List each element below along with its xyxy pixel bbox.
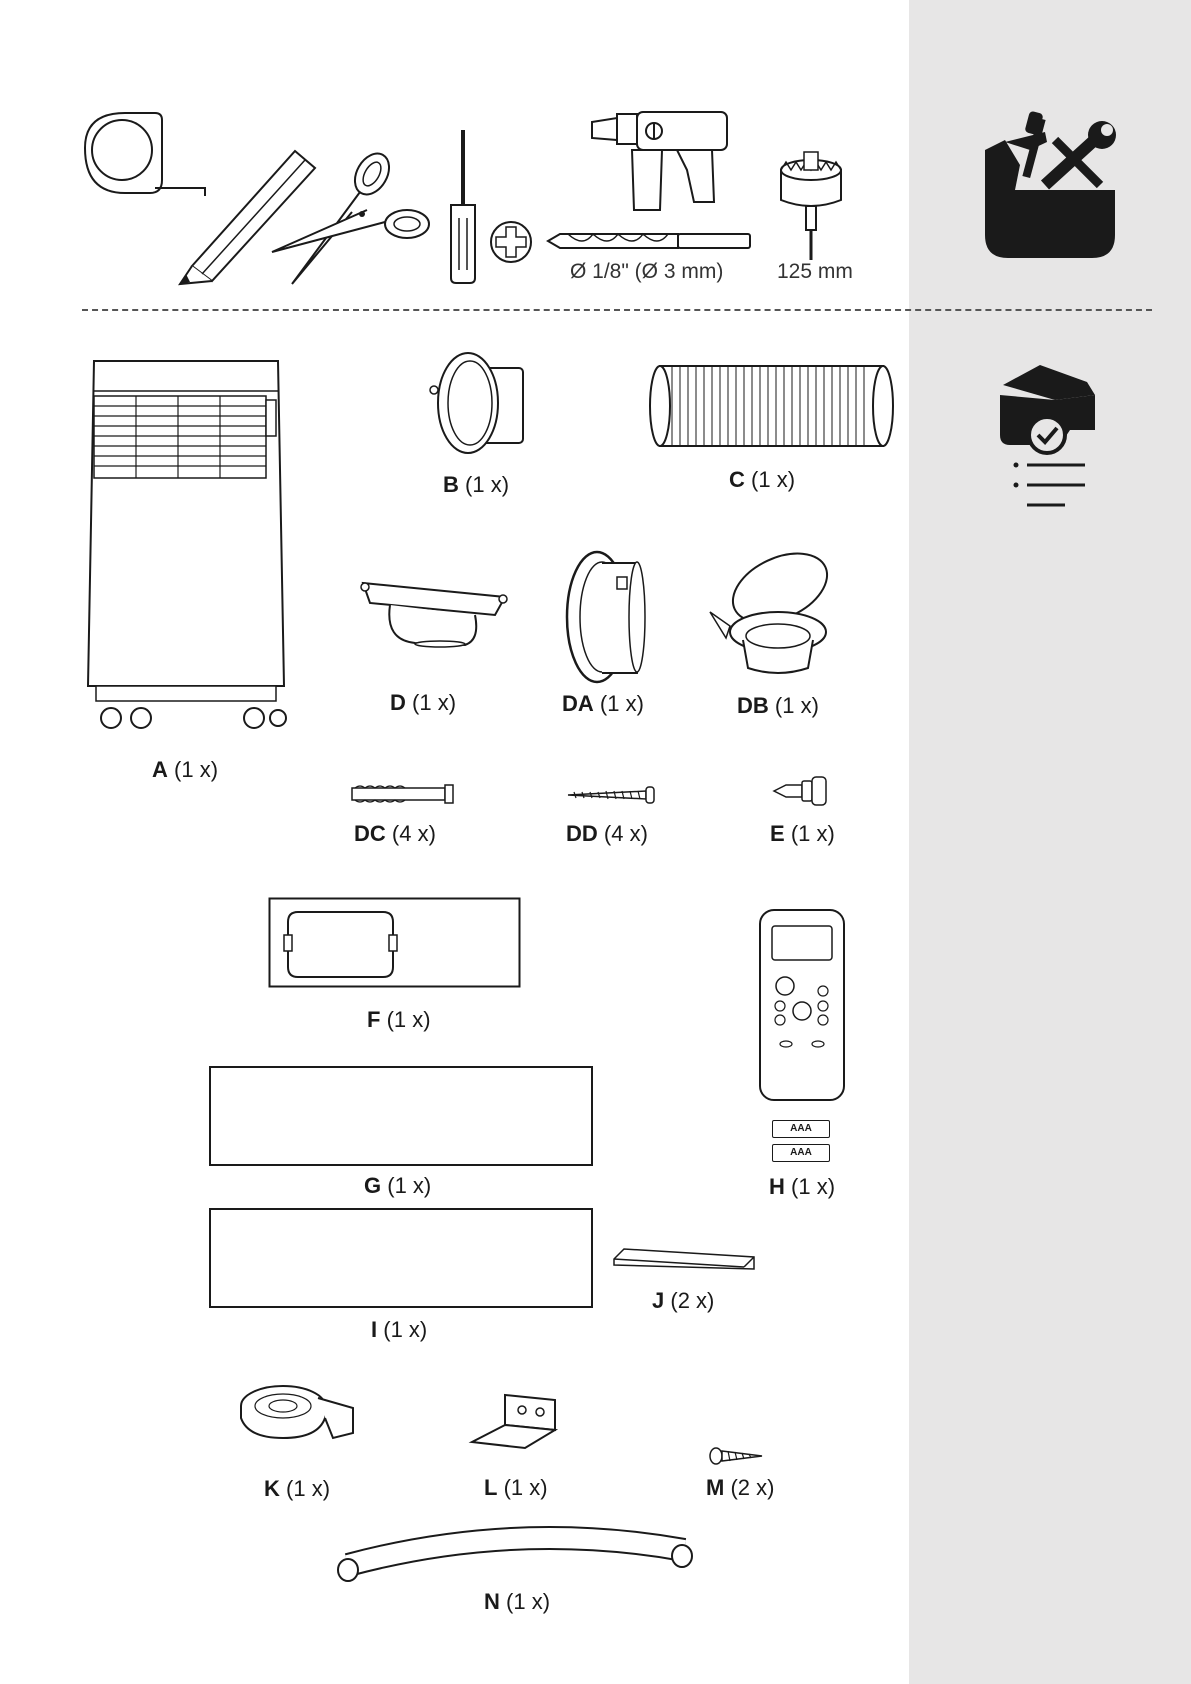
part-label-e: E (1 x) xyxy=(770,821,835,846)
section-divider xyxy=(82,309,1152,311)
battery-1 xyxy=(772,1120,830,1138)
part-db-wall-vent xyxy=(708,540,838,680)
part-i-panel xyxy=(209,1208,593,1308)
part-k-foam-seal xyxy=(238,1378,360,1443)
part-c-exhaust-hose xyxy=(648,360,896,452)
battery-2-label: AAA xyxy=(790,1147,812,1158)
screwdriver-icon xyxy=(446,130,536,285)
part-j-strip xyxy=(612,1245,757,1275)
toolbox-icon xyxy=(975,110,1125,260)
part-dc-wall-plug xyxy=(350,783,456,805)
package-checklist-icon xyxy=(995,360,1115,510)
part-e-drain-plug xyxy=(772,775,832,807)
part-d-nozzle xyxy=(355,575,515,650)
part-label-da: DA (1 x) xyxy=(562,691,644,716)
part-label-d: D (1 x) xyxy=(390,690,457,715)
part-label-h: H (1 x) xyxy=(769,1174,836,1199)
part-label-j: J (2 x) xyxy=(652,1288,715,1313)
part-m-screw xyxy=(708,1446,764,1466)
part-label-c: C (1 x) xyxy=(729,467,796,492)
part-h-remote-control xyxy=(758,908,846,1103)
drill-icon xyxy=(582,110,732,215)
part-label-dd: DD (4 x) xyxy=(566,821,648,846)
part-label-g: G (1 x) xyxy=(364,1173,432,1198)
part-label-k: K (1 x) xyxy=(264,1476,331,1501)
battery-1-label: AAA xyxy=(790,1123,812,1134)
part-label-n: N (1 x) xyxy=(484,1589,551,1614)
part-n-drain-tube xyxy=(336,1530,696,1590)
part-l-bracket xyxy=(470,1390,562,1452)
part-g-panel xyxy=(209,1066,593,1166)
part-label-db: DB (1 x) xyxy=(737,693,819,718)
drill-bit-size-label: Ø 1/8" (Ø 3 mm) xyxy=(570,260,724,283)
part-b-window-adapter xyxy=(428,348,528,458)
air-conditioner-unit xyxy=(86,356,286,731)
part-label-dc: DC (4 x) xyxy=(354,821,436,846)
part-dd-screw xyxy=(566,785,662,805)
part-da-connector-ring xyxy=(562,545,654,690)
part-label-l: L (1 x) xyxy=(484,1475,548,1500)
drill-bit-icon xyxy=(548,230,753,252)
scissors-icon xyxy=(272,152,432,287)
hole-saw-size-label: 125 mm xyxy=(777,260,853,283)
battery-2 xyxy=(772,1144,830,1162)
part-label-f: F (1 x) xyxy=(367,1007,431,1032)
part-label-i: I (1 x) xyxy=(371,1317,428,1342)
part-label-m: M (2 x) xyxy=(706,1475,775,1500)
part-label-a: A (1 x) xyxy=(152,757,219,782)
hole-saw-icon xyxy=(776,150,846,265)
part-label-b: B (1 x) xyxy=(443,472,510,497)
part-f-window-panel xyxy=(268,897,521,988)
